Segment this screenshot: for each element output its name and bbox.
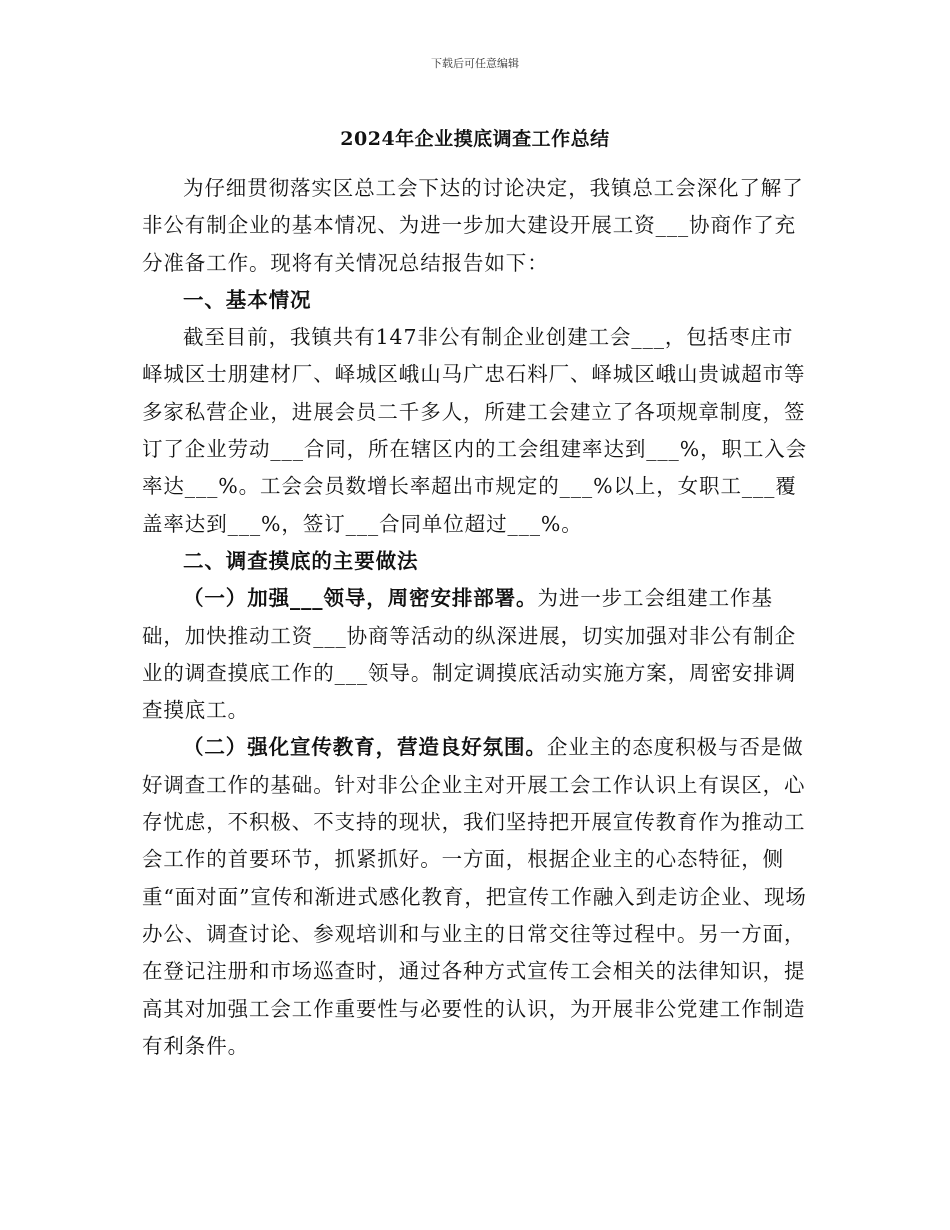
method-paragraph-1: [142, 580, 812, 729]
section-heading-basic-situation: [142, 282, 812, 319]
header-note: 下载后可任意编辑: [431, 57, 519, 70]
paragraph-text: 为仔细贯彻落实区总工会下达的讨论决定，我镇总工会深化了解了非公有制企业的基本情况、为进一步加大建设开展工资___协商作了充分准备工作。现将有关情况总结报告如下：: [142, 176, 804, 275]
paragraph-text: 企业主的态度积极与否是做好调查工作的基础。针对非公企业主对开展工会工作认识上有误区，心存忧虑，不积极、不支持的现状，我们坚持把开展宣传教育作为推动工会工作的首要环节，抓紧抓好。一方面，根据企业主的心态特征，侧重“面对面”宣传和渐进式感化教育，把宣传工作融入到走访企业、现场办公、调查讨论、参观培训和与业主的日常交往等过程中。另一方面，在登记注册和市场巡查时，通过各种方式宣传工会相关的法律知识，提高其对加强工会工作重要性与必要性的认识，为开展非公党建工作制造有利条件。: [142, 735, 807, 1058]
heading-text: 二、调查摸底的主要做法: [183, 548, 419, 573]
method-paragraph-2: [142, 729, 812, 1065]
paragraph-text: 为进一步工会组建工作基础，加快推动工资___协商等活动的纵深进展，切实加强对非公有制企业的调查摸底工作的___领导。制定调摸底活动实施方案，周密安排调查摸底工。: [142, 586, 797, 723]
paragraph-lead: （一）加强___领导，周密安排部署。: [183, 586, 538, 611]
heading-text: 一、基本情况: [183, 287, 312, 312]
intro-paragraph: [142, 170, 812, 282]
paragraph-text: 截至目前，我镇共有147非公有制企业创建工会___，包括枣庄市峄城区士朋建材厂、峄城区峨山马广忠石料厂、峄城区峨山贵诚超市等多家私营企业，进展会员二千多人，所建工会建立了各项规章制度，签订了企业劳动___合同，所在辖区内的工会组建率达到___%，职工入会率达___%。工会会员数增长率超出市规定的___%以上，女职工___覆盖率达到___%，签订___合同单位超过___%。: [142, 325, 808, 536]
section-heading-main-methods: [142, 543, 812, 580]
basic-situation-paragraph: [142, 319, 812, 543]
document-body: [142, 170, 812, 1065]
document-title: 2024年企业摸底调查工作总结: [340, 128, 610, 150]
paragraph-lead: （二）强化宣传教育，营造良好氛围。: [183, 735, 547, 760]
